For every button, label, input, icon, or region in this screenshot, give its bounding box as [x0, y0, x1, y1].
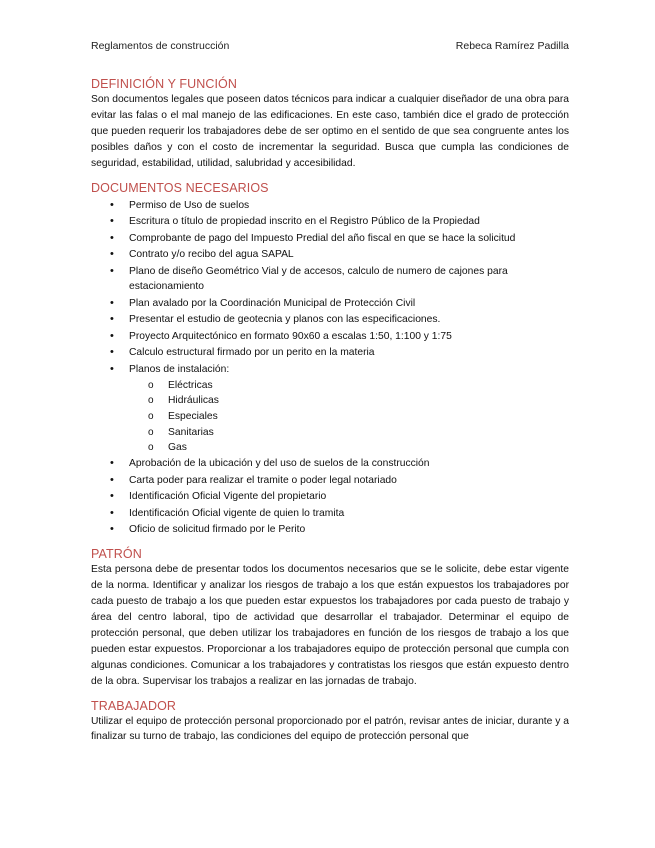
list-item: • Plano de diseño Geométrico Vial y de accesos, calculo de numero de cajones para estacionamiento — [91, 264, 569, 296]
list-item: • Plan avalado por la Coordinación Municipal de Protección Civil — [91, 296, 569, 312]
list-item: • Presentar el estudio de geotecnia y planos con las especificaciones. — [91, 312, 569, 328]
list-item-planos — [91, 362, 569, 456]
header-document-title: Reglamentos de construcción — [91, 40, 230, 52]
section-documentos — [91, 180, 569, 539]
section-heading: TRABAJADOR — [91, 698, 177, 713]
section-paragraph: Esta persona debe de presentar todos los documentos necesarios que se le solicite, debe estar vigente de la norma. Identificar y analizar los riesgos de trabajo a los que están expuestos los trabajadores por cada puesto de trabajo a los que pueden estar expuestos los trabajadores por cada puesto de trabajo y área del centro laboral, tipo de actividad que desarrollar el trabajador. Determinar el equipo de protección personal, que deben utilizar los trabajadores en función de los riesgos de trabajo a los que pueden estar expuestos. Proporcionar a los trabajadores equipo de protección personal que cumpla con algunas condiciones. Comunicar a los trabajadores y contratistas los riesgos que están expuesto dentro de la obra. Supervisar los trabajos a realizar en las jornadas de trabajo. — [91, 564, 569, 687]
section-heading: DOCUMENTOS NECESARIOS — [91, 180, 269, 195]
section-definicion — [91, 76, 569, 172]
section-paragraph: Utilizar el equipo de protección personal proporcionado por el patrón, revisar antes de iniciar, durante y a finalizar su turno de trabajo, las condiciones del equipo de protección personal que — [91, 715, 569, 743]
sub-list-item: o Especiales — [129, 409, 569, 425]
sub-list-item: o Gas — [129, 440, 569, 456]
list-item: • Calculo estructural firmado por un perito en la materia — [91, 345, 569, 361]
sub-list-item: o Sanitarias — [129, 425, 569, 441]
page-content — [91, 76, 569, 753]
list-item: • Carta poder para realizar el tramite o poder legal notariado — [91, 473, 569, 489]
requirements-list — [91, 198, 569, 539]
section-patron — [91, 546, 569, 689]
list-item: • Aprobación de la ubicación y del uso de suelos de la construcción — [91, 456, 569, 472]
section-heading: PATRÓN — [91, 547, 142, 562]
list-item: • Identificación Oficial Vigente del propietario — [91, 489, 569, 505]
sub-list-item: o Eléctricas — [129, 378, 569, 394]
sub-list-item: o Hidráulicas — [129, 393, 569, 409]
list-item: • Escritura o título de propiedad inscrito en el Registro Público de la Propiedad — [91, 214, 569, 230]
list-item: • Oficio de solicitud firmado por le Perito — [91, 522, 569, 538]
section-paragraph: Son documentos legales que poseen datos técnicos para indicar a cualquier diseñador de una obra para evitar las falas o el mal manejo de las edificaciones. En este caso, también dice el grado de protección que pueden requerir los trabajadores debe de ser optimo en el sentido de que sea congruente antes los posibles daños y con el costo de incrementar la seguridad. Busca que cumpla las condiciones de seguridad, estabilidad, utilidad, salubridad y accesibilidad. — [91, 94, 569, 169]
header-author: Rebeca Ramírez Padilla — [455, 40, 569, 52]
list-item: • Permiso de Uso de suelos — [91, 198, 569, 214]
section-heading: DEFINICIÓN Y FUNCIÓN — [91, 77, 237, 91]
list-item: • Comprobante de pago del Impuesto Predial del año fiscal en que se hace la solicitud — [91, 231, 569, 247]
list-item: • Identificación Oficial vigente de quien lo tramita — [91, 506, 569, 522]
page-header — [91, 40, 569, 52]
section-trabajador — [91, 698, 569, 746]
list-item: • Proyecto Arquitectónico en formato 90x60 a escalas 1:50, 1:100 y 1:75 — [91, 329, 569, 345]
sub-list — [129, 378, 569, 456]
list-item: • Contrato y/o recibo del agua SAPAL — [91, 247, 569, 263]
list-item-label: Planos de instalación: — [129, 363, 230, 375]
